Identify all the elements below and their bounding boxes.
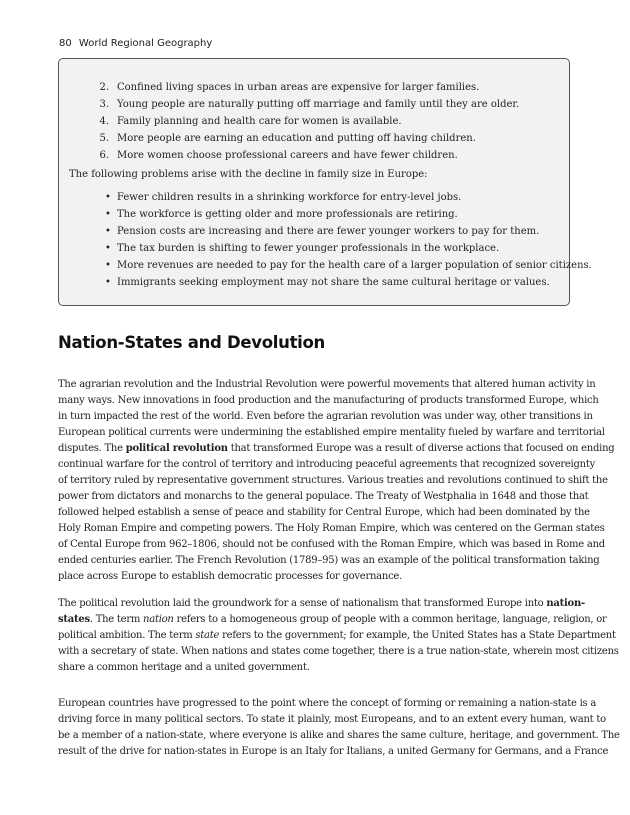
bullet-icon: • <box>105 243 111 254</box>
list-item: • The workforce is getting older and more professionals are retiring. <box>59 206 569 223</box>
list-item: 3. Young people are naturally putting off marriage and family until they are older. <box>99 99 520 110</box>
list-item: • Immigrants seeking employment may not share the same cultural heritage or values. <box>59 274 569 291</box>
list-item: 6. More women choose professional careers and have fewer children. <box>99 150 458 161</box>
reasons-list <box>59 79 569 164</box>
key-term-nation-states: nation- <box>546 598 585 609</box>
running-header <box>59 38 212 49</box>
list-item: • Pension costs are increasing and there are fewer younger workers to pay for them. <box>59 223 569 240</box>
bullet-icon: • <box>105 226 111 237</box>
problems-intro: The following problems arise with the decline in family size in Europe: <box>69 169 428 180</box>
list-item: 4. Family planning and health care for women is available. <box>99 116 402 127</box>
bullet-icon: • <box>105 209 111 220</box>
list-item: • The tax burden is shifting to fewer younger professionals in the workplace. <box>59 240 569 257</box>
paragraph-nation-states: The political revolution laid the groundwork for a sense of nationalism that transformed Europe into nation- states. The term nation refers to a homogeneous group of people with a common heritage, language, religion, or political ambition. The term state refers to the government; for example, the United States has a State Department with a secretary of state. When nations and states come together, there is a true nation-state, wherein most citizens share a common heritage and a united government. <box>58 598 619 673</box>
book-title: World Regional Geography <box>78 38 213 49</box>
page-number: 80 <box>59 38 72 49</box>
list-item: • Fewer children results in a shrinking workforce for entry-level jobs. <box>59 189 569 206</box>
bullet-icon: • <box>105 192 111 203</box>
section-title: Nation-States and Devolution <box>58 333 326 352</box>
bullet-icon: • <box>105 260 111 271</box>
key-term-political-revolution: political revolution <box>125 443 228 454</box>
paragraph-european-nation-states: European countries have progressed to the point where the concept of forming or remaining a nation-state is a driving force in many political sectors. To state it plainly, most Europeans, and to an extent every human, want to be a member of a nation-state, where everyone is alike and shares the same culture, heritage, and government. The result of the drive for nation-states in Europe is an Italy for Italians, a united Germany for Germans, and a France <box>58 698 620 757</box>
list-item: 5. More people are earning an education and putting off having children. <box>99 133 476 144</box>
list-item: • More revenues are needed to pay for the health care of a larger population of senior citizens. <box>59 257 569 274</box>
paragraph-political-revolution: The agrarian revolution and the Industrial Revolution were powerful movements that altered human activity in many ways. New innovations in food production and the manufacturing of products transformed Europe, which in turn impacted the rest of the world. Even before the agrarian revolution was under way, other transitions in European political currents were undermining the established empire mentality fueled by warfare and territorial disputes. The political revolution that transformed Europe was a result of diverse actions that focused on ending continual warfare for the control of territory and introducing peaceful agreements that recognized sovereignty of territory ruled by representative government structures. Various treaties and revolutions continued to shift the power from dictators and monarchs to the general populace. The Treaty of Westphalia in 1648 and those that followed helped establish a sense of peace and stability for Central Europe, which had been dominated by the Holy Roman Empire and competing powers. The Holy Roman Empire, which was centered on the German states of Cental Europe from 962–1806, should not be confused with the Roman Empire, which was based in Rome and ended centuries earlier. The French Revolution (1789–95) was an example of the political transformation taking place across Europe to establish democratic processes for governance. <box>58 379 615 582</box>
bullet-icon: • <box>105 277 111 288</box>
list-item: 2. Confined living spaces in urban areas are expensive for larger families. <box>99 82 480 93</box>
family-size-callout-box <box>58 58 592 306</box>
problems-list <box>59 189 592 291</box>
